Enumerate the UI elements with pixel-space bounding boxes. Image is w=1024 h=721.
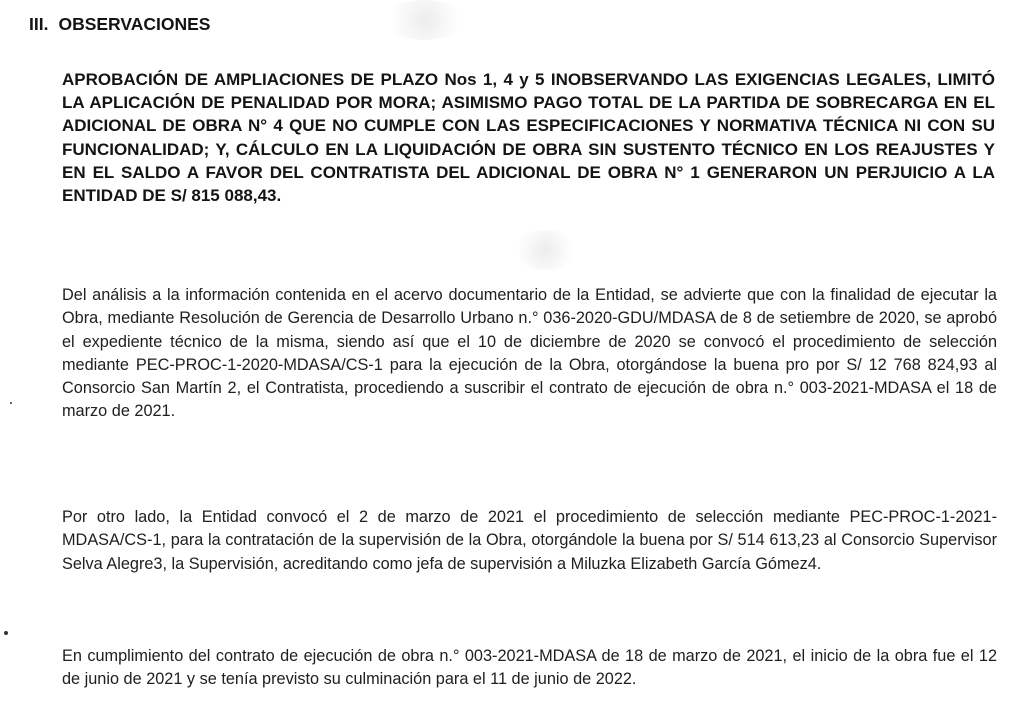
section-title [29,14,210,35]
paragraph: Del análisis a la información contenida en el acervo documentario de la Entidad, se advierte que con la finalidad de ejecutar la Obra, mediante Resolución de Gerencia de Desarrollo Urbano n.° 036-2020-GDU/MDASA de 8 de setiembre de 2020, se aprobó el expediente técnico de la misma, siendo así que el 10 de diciembre de 2020 se convocó el procedimiento de selección mediante PEC-PROC-1-2020-MDASA/CS-1 para la ejecución de la Obra, otorgándose la buena pro por S/ 12 768 824,93 al Consorcio San Martín 2, el Contratista, procediendo a suscribir el contrato de ejecución de obra n.° 003-2021-MDASA el 18 de marzo de 2021. [62,286,997,421]
scan-speck [10,402,12,404]
paragraph: En cumplimiento del contrato de ejecución de obra n.° 003-2021-MDASA de 18 de marzo de 2021, el inicio de la obra fue el 12 de junio de 2021 y se tenía previsto su culminación para el 11 de junio de 2022. [62,647,997,689]
faint-stamp-mark [510,230,580,270]
scan-speck [4,631,8,635]
section-number: III. [29,14,49,34]
section-title-text: OBSERVACIONES [58,14,211,34]
observation-heading: APROBACIÓN DE AMPLIACIONES DE PLAZO Nos 1, 4 y 5 INOBSERVANDO LAS EXIGENCIAS LEGALES, LIMITÓ LA APLICACIÓN DE PENALIDAD POR MORA; ASIMISMO PAGO TOTAL DE LA PARTIDA DE SOBRECARGA EN EL ADICIONAL DE OBRA N° 4 QUE NO CUMPLE CON LAS ESPECIFICACIONES Y NORMATIVA TÉCNICA NI CON SU FUNCIONALIDAD; Y, CÁLCULO EN LA LIQUIDACIÓN DE OBRA SIN SUSTENTO TÉCNICO EN LOS REAJUSTES Y EN EL SALDO A FAVOR DEL CONTRATISTA DEL ADICIONAL DE OBRA N° 1 GENERARON UN PERJUICIO A LA ENTIDAD DE S/ 815 088,43. [62,70,995,206]
faint-stamp-mark [380,0,470,40]
paragraph: Por otro lado, la Entidad convocó el 2 de marzo de 2021 el procedimiento de selección mediante PEC-PROC-1-2021-MDASA/CS-1, para la contratación de la supervisión de la Obra, otorgándole la buena por S/ 514 613,23 al Consorcio Supervisor Selva Alegre3, la Supervisión, acreditando como jefa de supervisión a Miluzka Elizabeth García Gómez4. [62,508,997,573]
